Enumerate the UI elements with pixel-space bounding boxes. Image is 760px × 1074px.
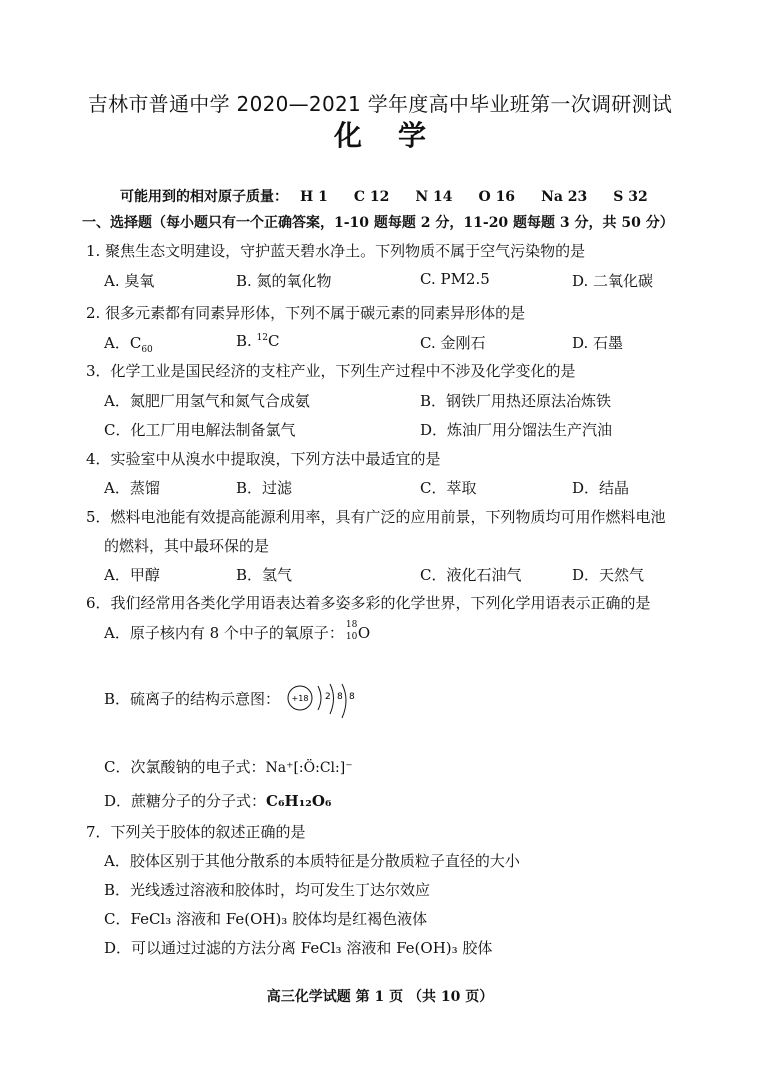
atomic-mass-item: H 1	[300, 189, 328, 205]
section-title: 一、选择题（每小题只有一个正确答案，1-10 题每题 2 分，11-20 题每题 3 分，共 50 分）	[82, 215, 674, 231]
option-a: A．氮肥厂用氢气和氮气合成氨	[104, 392, 310, 410]
molecular-formula: C₆H₁₂O₆	[266, 792, 332, 810]
option-b: B. 氮的氧化物	[236, 272, 332, 290]
option-c: C. PM2.5	[420, 270, 490, 288]
option-d: D. 石墨	[572, 334, 624, 352]
electron-formula: Na⁺[:Ö:Cl:]⁻	[265, 760, 353, 776]
question-1-stem: 1. 聚焦生态文明建设，守护蓝天碧水净土。下列物质不属于空气污染物的是	[86, 242, 586, 260]
subject-heading	[0, 114, 760, 154]
sulfide-ion-structure-diagram	[286, 680, 366, 724]
option-b	[236, 332, 280, 350]
nucleus-charge: +18	[291, 694, 309, 703]
page-footer: 高三化学试题 第 1 页 （共 10 页）	[266, 989, 494, 1005]
question-6-option-d	[104, 790, 332, 811]
option-d: D．炼油厂用分馏法生产汽油	[420, 421, 613, 439]
option-b: B．氢气	[236, 566, 293, 584]
option-d: D. 二氧化碳	[572, 272, 654, 290]
option-b: B．过滤	[236, 479, 293, 497]
element-symbol: O	[357, 624, 371, 642]
option-a	[104, 332, 153, 355]
shell-electron-count: 8	[349, 692, 355, 702]
option-a-text: A．C	[104, 334, 142, 352]
question-7-option-c: C．FeCl₃ 溶液和 Fe(OH)₃ 胶体均是红褐色液体	[104, 910, 428, 928]
atomic-number: 10	[345, 632, 358, 642]
option-b-text: B.	[236, 332, 257, 350]
question-5-stem-line-2: 的燃料，其中最环保的是	[104, 537, 270, 555]
question-7-option-d: D．可以通过过滤的方法分离 FeCl₃ 溶液和 Fe(OH)₃ 胶体	[104, 939, 493, 957]
question-7-stem: 7．下列关于胶体的叙述正确的是	[86, 823, 306, 841]
atomic-masses-label: 可能用到的相对原子质量：	[120, 189, 288, 205]
question-3-stem: 3．化学工业是国民经济的支柱产业，下列生产过程中不涉及化学变化的是	[86, 362, 576, 380]
option-c: C．化工厂用电解法制备氯气	[104, 421, 296, 439]
option-d: D．结晶	[572, 479, 630, 497]
mass-number: 18	[345, 620, 358, 630]
option-d: D．天然气	[572, 566, 645, 584]
option-a: A. 臭氧	[104, 272, 155, 290]
option-a-subscript: 60	[141, 345, 153, 355]
subject-char-2: 学	[398, 119, 427, 152]
question-6-option-c	[104, 756, 353, 777]
option-c: C．萃取	[420, 479, 477, 497]
atomic-mass-item: C 12	[353, 189, 390, 205]
shell-electron-count: 2	[325, 692, 331, 702]
option-b-symbol: C	[268, 332, 280, 350]
question-6-option-b: B．硫离子的结构示意图：	[104, 690, 281, 708]
option-b-superscript: 12	[256, 333, 269, 343]
option-d-text: D．蔗糖分子的分子式：	[104, 792, 267, 810]
question-6-option-a	[104, 622, 370, 644]
option-a: A．蒸馏	[104, 479, 160, 497]
electron-shell-arc	[318, 686, 321, 710]
subject-char-1: 化	[333, 119, 362, 152]
question-5-stem-line-1: 5．燃料电池能有效提高能源利用率，具有广泛的应用前景，下列物质均可用作燃料电池	[86, 508, 666, 526]
exam-title: 吉林市普通中学 2020—2021 学年度高中毕业班第一次调研测试	[87, 92, 673, 116]
question-2-stem: 2. 很多元素都有同素异形体，下列不属于碳元素的同素异形体的是	[86, 304, 526, 322]
option-a-text: A．原子核内有 8 个中子的氧原子：	[104, 624, 344, 642]
option-b: B．钢铁厂用热还原法冶炼铁	[420, 392, 612, 410]
question-6-stem: 6．我们经常用各类化学用语表达着多姿多彩的化学世界，下列化学用语表示正确的是	[86, 594, 651, 612]
atomic-mass-item: Na 23	[541, 189, 588, 205]
question-7-option-a: A．胶体区别于其他分散系的本质特征是分散质粒子直径的大小	[104, 852, 520, 870]
atomic-mass-item: O 16	[478, 189, 516, 205]
option-c-text: C．次氯酸钠的电子式：	[104, 758, 266, 776]
atomic-mass-item: N 14	[415, 189, 453, 205]
atomic-masses	[120, 186, 674, 206]
question-4-stem: 4．实验室中从溴水中提取溴，下列方法中最适宜的是	[86, 450, 441, 468]
atomic-mass-item: S 32	[613, 189, 648, 205]
option-c: C. 金刚石	[420, 334, 486, 352]
question-7-option-b: B．光线透过溶液和胶体时，均可发生丁达尔效应	[104, 881, 431, 899]
option-c: C．液化石油气	[420, 566, 522, 584]
nuclide-notation	[344, 620, 358, 644]
shell-electron-count: 8	[337, 692, 343, 702]
option-a: A．甲醇	[104, 566, 160, 584]
